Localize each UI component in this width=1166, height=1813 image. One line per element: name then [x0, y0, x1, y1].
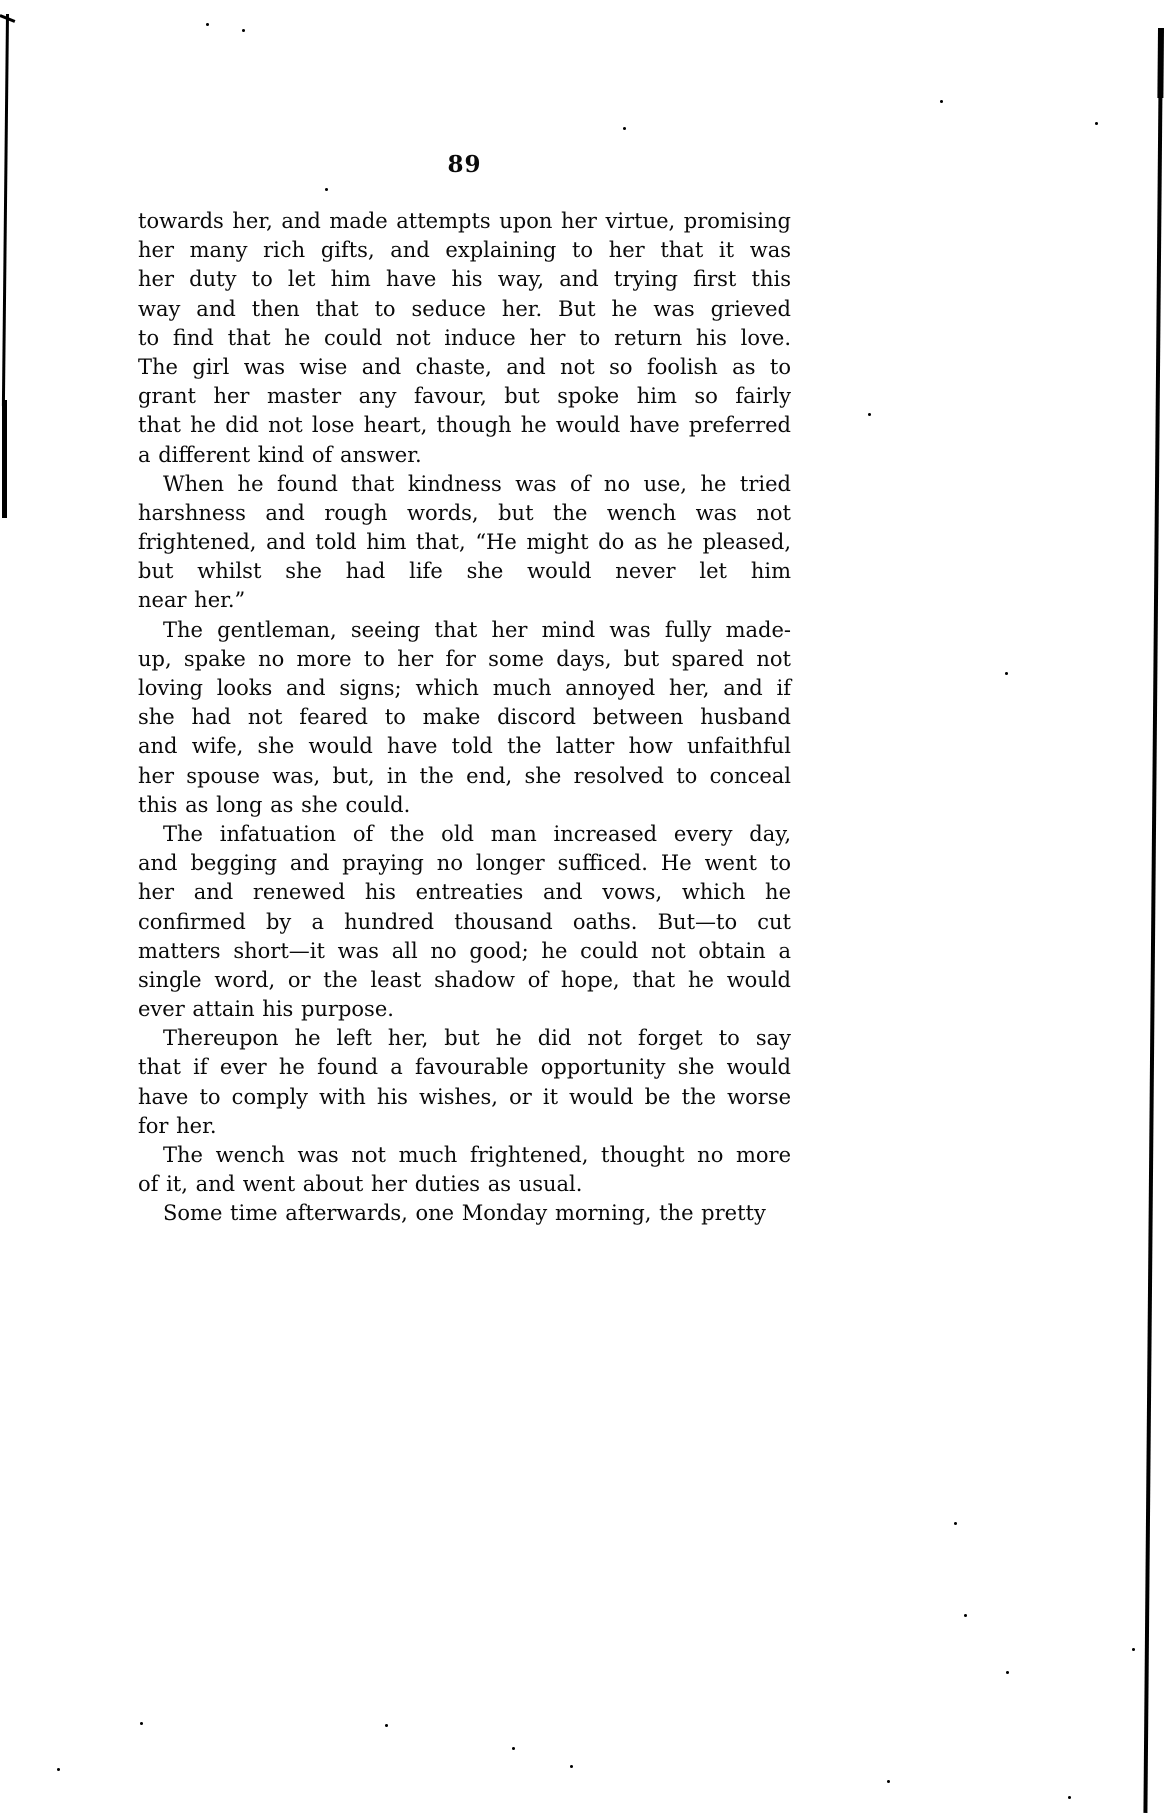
scan-speck	[1005, 672, 1008, 675]
scan-speck	[512, 1747, 515, 1750]
scan-speck	[887, 1780, 890, 1783]
text-line: near her.”	[138, 588, 246, 613]
text-line: The infatuation of the old man increased every day,	[163, 821, 791, 846]
scan-speck	[57, 1768, 60, 1771]
scan-speck	[868, 413, 871, 416]
text-line: towards her, and made attempts upon her virtue, promising	[138, 209, 791, 233]
text-line: loving looks and signs; which much annoyed her, and if	[138, 676, 791, 700]
paragraph	[138, 1141, 791, 1199]
text-line: a different kind of answer.	[138, 442, 422, 467]
scan-speck	[940, 100, 943, 103]
text-line: up, spake no more to her for some days, but spared not	[138, 646, 791, 671]
scan-speck	[570, 1765, 573, 1768]
text-line: ever attain his purpose.	[138, 997, 394, 1022]
scan-speck	[1132, 1648, 1135, 1651]
scan-speck	[964, 1614, 967, 1617]
scan-speck	[623, 127, 626, 130]
text-line: When he found that kindness was of no use, he tried	[163, 471, 791, 496]
text-line: single word, or the least shadow of hope, that he would	[138, 967, 791, 992]
scan-artifact-left-line	[2, 14, 9, 406]
text-line: but whilst she had life she would never let him	[138, 559, 791, 584]
text-line: have to comply with his wishes, or it would be the worse	[138, 1084, 791, 1109]
text-line: matters short—it was all no good; he could not obtain a	[138, 938, 791, 963]
text-line: of it, and went about her duties as usual.	[138, 1172, 583, 1197]
text-line: harshness and rough words, but the wench was not	[138, 500, 791, 525]
paragraph	[138, 820, 791, 1024]
paragraph	[138, 1024, 791, 1141]
scan-speck	[1095, 122, 1098, 125]
scan-speck	[325, 188, 328, 191]
text-line: that he did not lose heart, though he would have preferred	[138, 413, 791, 438]
text-line: The gentleman, seeing that her mind was fully made-	[163, 617, 791, 642]
text-line: her many rich gifts, and explaining to her that it was	[138, 238, 791, 263]
scan-artifact-left-line-thick	[2, 400, 7, 518]
scan-speck	[206, 23, 209, 26]
paragraph	[138, 1199, 791, 1228]
text-line: and wife, she would have told the latter how unfaithful	[138, 734, 791, 759]
text-block	[138, 207, 791, 1229]
text-line: to find that he could not induce her to return his love.	[138, 325, 791, 350]
text-line: and begging and praying no longer sufficed. He went to	[138, 851, 791, 876]
paragraph	[138, 207, 791, 470]
text-line: frightened, and told him that, “He might do as he pleased,	[138, 530, 791, 555]
scan-speck	[1068, 1796, 1071, 1799]
scan-speck	[140, 1722, 143, 1725]
paragraph	[138, 470, 791, 616]
text-line: Thereupon he left her, but he did not forget to say	[163, 1026, 791, 1051]
scan-speck	[242, 29, 245, 32]
paragraph	[138, 616, 791, 820]
text-line: grant her master any favour, but spoke him so fairly	[138, 384, 791, 409]
scan-artifact-right-blob	[1157, 28, 1164, 98]
text-line: confirmed by a hundred thousand oaths. But—to cut	[138, 909, 791, 934]
text-line: The wench was not much frightened, thought no more	[163, 1143, 791, 1167]
text-line: Some time afterwards, one Monday morning, the pretty	[163, 1201, 766, 1226]
text-line: this as long as she could.	[138, 792, 411, 817]
text-line: way and then that to seduce her. But he was grieved	[138, 296, 791, 321]
text-line: her spouse was, but, in the end, she resolved to conceal	[138, 763, 791, 788]
text-line: The girl was wise and chaste, and not so foolish as to	[138, 354, 791, 379]
scan-speck	[385, 1724, 388, 1727]
page-number: 89	[447, 151, 482, 178]
text-line: she had not feared to make discord between husband	[138, 705, 791, 730]
text-line: her duty to let him have his way, and trying first this	[138, 267, 791, 292]
text-line: for her.	[138, 1113, 217, 1138]
scan-speck	[954, 1522, 957, 1525]
text-line: that if ever he found a favourable opportunity she would	[138, 1055, 791, 1080]
text-line: her and renewed his entreaties and vows, which he	[138, 880, 791, 905]
scan-speck	[1006, 1671, 1009, 1674]
scan-artifact-right-line	[1143, 28, 1163, 1813]
